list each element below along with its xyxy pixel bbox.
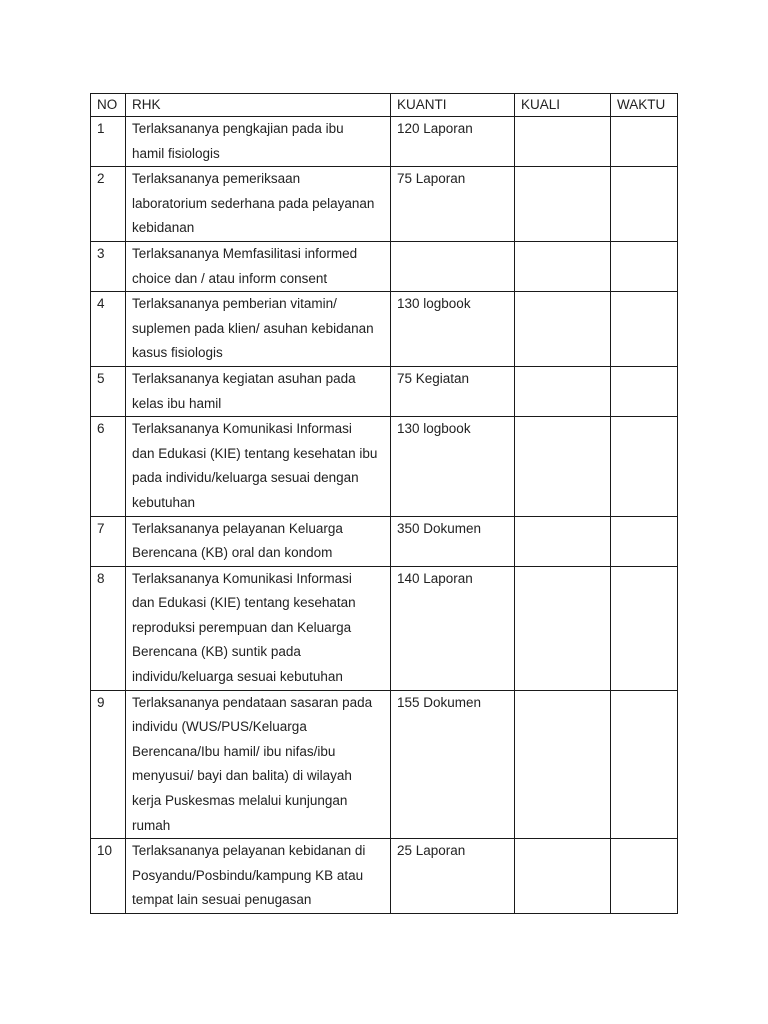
cell-kuanti: 75 Kegiatan <box>391 366 515 416</box>
cell-rhk: Terlaksananya pelayanan Keluarga Berencana (KB) oral dan kondom <box>126 516 391 566</box>
table-row <box>91 167 678 242</box>
cell-kuanti: 25 Laporan <box>391 839 515 914</box>
header-no: NO <box>91 94 126 117</box>
cell-waktu <box>611 167 678 242</box>
cell-waktu <box>611 516 678 566</box>
header-waktu: WAKTU <box>611 94 678 117</box>
cell-waktu <box>611 566 678 690</box>
table-row <box>91 516 678 566</box>
table-row <box>91 292 678 367</box>
header-kuanti: KUANTI <box>391 94 515 117</box>
cell-no: 9 <box>91 690 126 839</box>
cell-kuali <box>515 516 611 566</box>
table-row <box>91 566 678 690</box>
cell-rhk: Terlaksananya Komunikasi Informasi dan Edukasi (KIE) tentang kesehatan ibu pada individu/keluarga sesuai dengan kebutuhan <box>126 417 391 516</box>
cell-kuali <box>515 839 611 914</box>
cell-no: 1 <box>91 117 126 167</box>
cell-kuali <box>515 690 611 839</box>
cell-rhk: Terlaksananya pengkajian pada ibu hamil fisiologis <box>126 117 391 167</box>
cell-no: 10 <box>91 839 126 914</box>
cell-kuanti: 140 Laporan <box>391 566 515 690</box>
cell-kuali <box>515 417 611 516</box>
cell-kuanti: 130 logbook <box>391 417 515 516</box>
cell-waktu <box>611 366 678 416</box>
cell-no: 4 <box>91 292 126 367</box>
cell-kuali <box>515 167 611 242</box>
header-rhk: RHK <box>126 94 391 117</box>
cell-kuanti: 120 Laporan <box>391 117 515 167</box>
cell-kuali <box>515 117 611 167</box>
cell-no: 5 <box>91 366 126 416</box>
cell-rhk: Terlaksananya pemeriksaan laboratorium sederhana pada pelayanan kebidanan <box>126 167 391 242</box>
cell-waktu <box>611 117 678 167</box>
cell-no: 6 <box>91 417 126 516</box>
table-row <box>91 690 678 839</box>
header-kuali: KUALI <box>515 94 611 117</box>
cell-kuanti: 350 Dokumen <box>391 516 515 566</box>
cell-rhk: Terlaksananya pelayanan kebidanan di Posyandu/Posbindu/kampung KB atau tempat lain sesuai penugasan <box>126 839 391 914</box>
cell-kuali <box>515 566 611 690</box>
cell-waktu <box>611 417 678 516</box>
cell-waktu <box>611 292 678 367</box>
table-header-row <box>91 94 678 117</box>
cell-waktu <box>611 690 678 839</box>
cell-kuali <box>515 241 611 291</box>
table-row <box>91 417 678 516</box>
cell-rhk: Terlaksananya pendataan sasaran pada individu (WUS/PUS/Keluarga Berencana/Ibu hamil/ ibu nifas/ibu menyusui/ bayi dan balita) di wilayah kerja Puskesmas melalui kunjungan rumah <box>126 690 391 839</box>
rhk-table <box>90 93 678 914</box>
table-row <box>91 117 678 167</box>
cell-kuanti: 130 logbook <box>391 292 515 367</box>
cell-kuali <box>515 366 611 416</box>
table-row <box>91 366 678 416</box>
table-row <box>91 839 678 914</box>
cell-no: 2 <box>91 167 126 242</box>
table-row <box>91 241 678 291</box>
cell-kuanti: 155 Dokumen <box>391 690 515 839</box>
cell-waktu <box>611 839 678 914</box>
cell-kuanti: 75 Laporan <box>391 167 515 242</box>
cell-rhk: Terlaksananya Komunikasi Informasi dan Edukasi (KIE) tentang kesehatan reproduksi perempuan dan Keluarga Berencana (KB) suntik pada individu/keluarga sesuai kebutuhan <box>126 566 391 690</box>
cell-no: 3 <box>91 241 126 291</box>
cell-rhk: Terlaksananya kegiatan asuhan pada kelas ibu hamil <box>126 366 391 416</box>
cell-waktu <box>611 241 678 291</box>
cell-no: 8 <box>91 566 126 690</box>
cell-kuali <box>515 292 611 367</box>
cell-rhk: Terlaksananya pemberian vitamin/ suplemen pada klien/ asuhan kebidanan kasus fisiologis <box>126 292 391 367</box>
cell-rhk: Terlaksananya Memfasilitasi informed choice dan / atau inform consent <box>126 241 391 291</box>
cell-kuanti <box>391 241 515 291</box>
cell-no: 7 <box>91 516 126 566</box>
